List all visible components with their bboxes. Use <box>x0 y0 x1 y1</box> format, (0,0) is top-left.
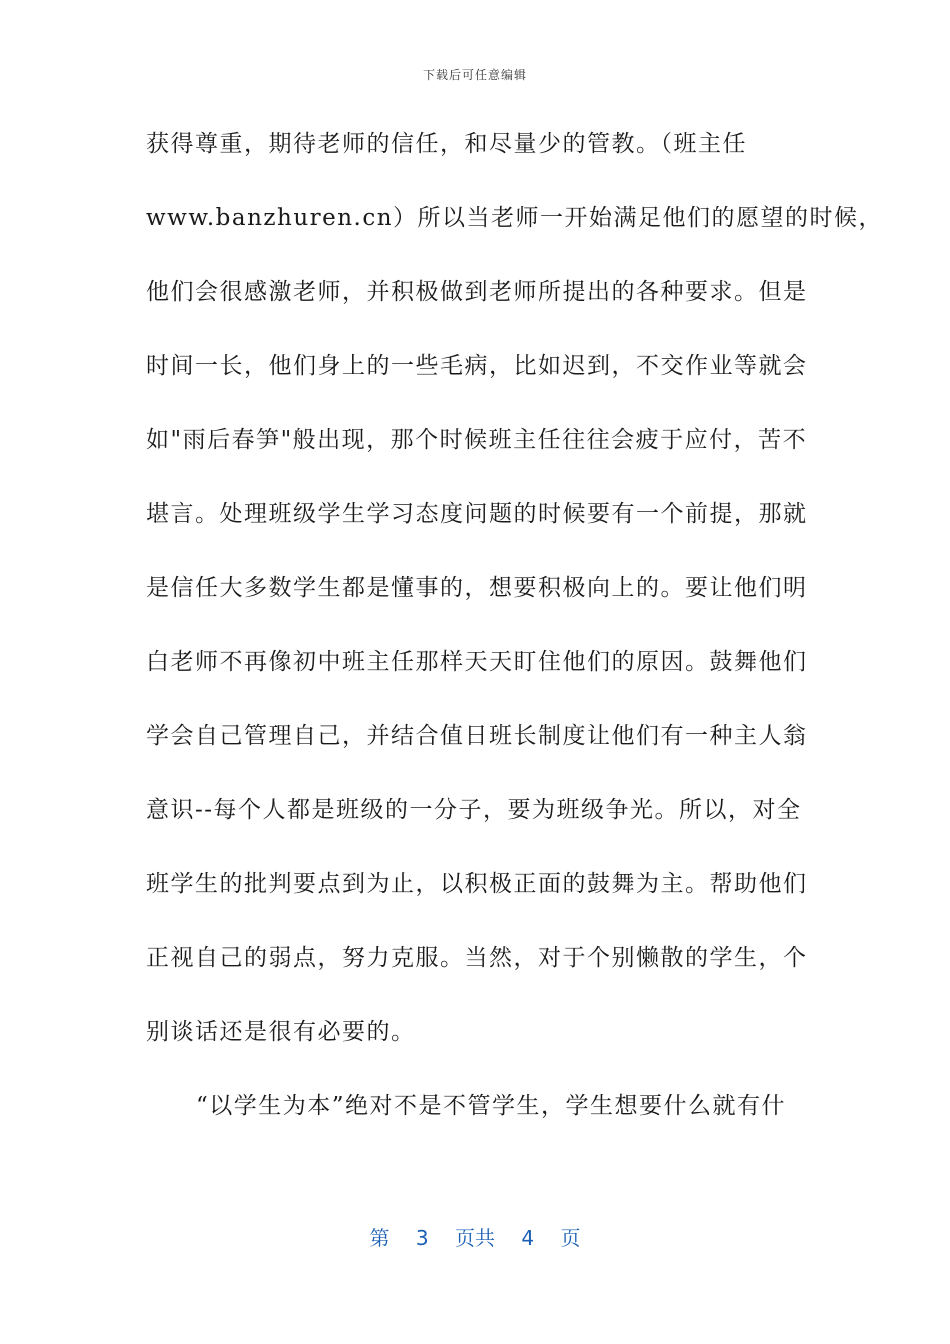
text-line-1: 获得尊重，期待老师的信任，和尽量少的管教。（班主任 <box>146 131 747 157</box>
header-note: 下载后可任意编辑 <box>422 68 527 82</box>
text-line-8: 白老师不再像初中班主任那样天天盯住他们的原因。鼓舞他们 <box>146 649 808 675</box>
text-line-2: www.banzhuren.cn）所以当老师一开始满足他们的愿望的时候， <box>146 205 884 231</box>
footer-total-pages: 4 <box>521 1226 535 1250</box>
text-line-3: 他们会很感激老师，并积极做到老师所提出的各种要求。但是 <box>146 279 808 305</box>
text-line-13: 别谈话还是很有必要的。 <box>146 1019 416 1045</box>
page-number-footer <box>0 1222 950 1251</box>
footer-middle: 页共 <box>455 1226 495 1250</box>
footer-suffix: 页 <box>560 1226 581 1250</box>
footer-current-page: 3 <box>415 1226 429 1250</box>
text-line-4: 时间一长，他们身上的一些毛病，比如迟到，不交作业等就会 <box>146 353 808 379</box>
footer-prefix: 第 <box>369 1226 390 1250</box>
text-line-7: 是信任大多数学生都是懂事的，想要积极向上的。要让他们明 <box>146 575 808 601</box>
text-line-10: 意识--每个人都是班级的一分子，要为班级争光。所以，对全 <box>146 797 802 823</box>
text-line-9: 学会自己管理自己，并结合值日班长制度让他们有一种主人翁 <box>146 723 808 749</box>
text-line-5: 如"雨后春笋"般出现，那个时候班主任往往会疲于应付，苦不 <box>146 427 808 453</box>
text-line-12: 正视自己的弱点，努力克服。当然，对于个别懒散的学生，个 <box>146 945 808 971</box>
text-line-14-indented: “以学生为本”绝对不是不管学生，学生想要什么就有什 <box>196 1093 787 1119</box>
text-line-6: 堪言。处理班级学生学习态度问题的时候要有一个前提，那就 <box>146 501 808 527</box>
text-line-11: 班学生的批判要点到为止，以积极正面的鼓舞为主。帮助他们 <box>146 871 808 897</box>
